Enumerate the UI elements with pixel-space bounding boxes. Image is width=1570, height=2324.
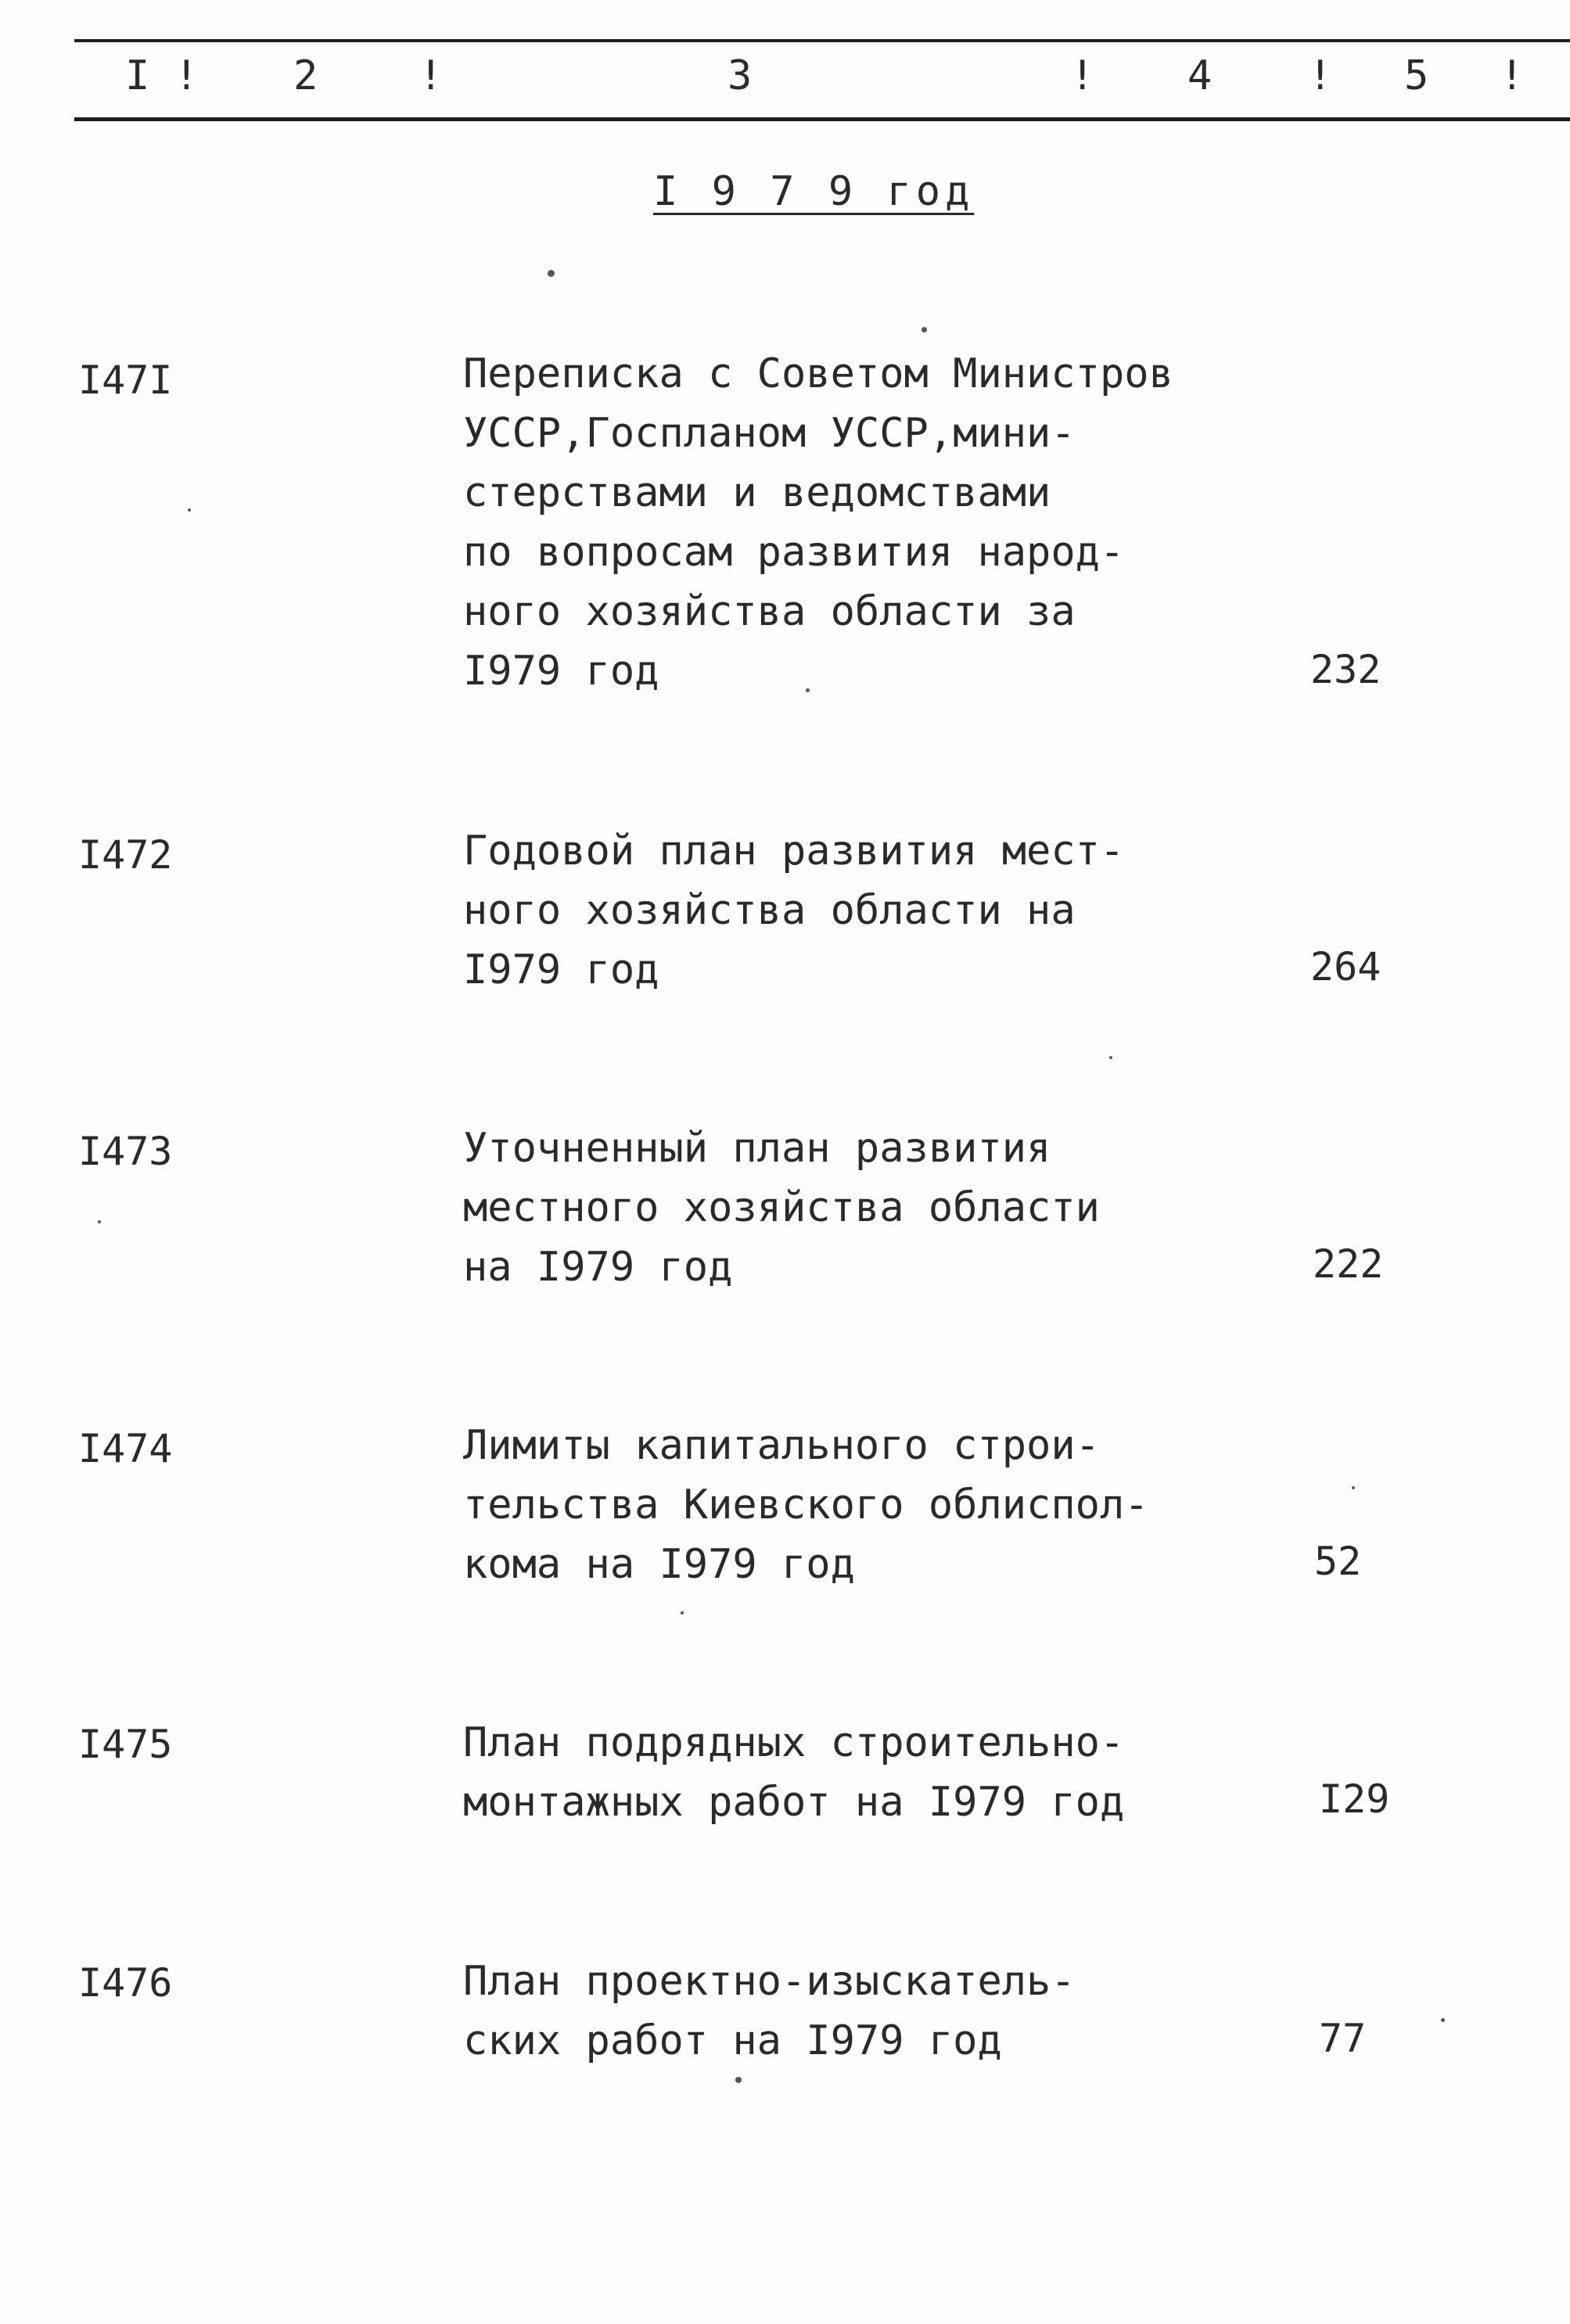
header-bottom-rule [74,117,1570,121]
scan-speck [1109,1056,1112,1059]
entry-title-line: монтажных работ на I979 год [463,1779,1125,1826]
entry-title [463,1713,1245,1832]
scan-speck [681,1611,684,1615]
header-col-1: I ! [125,52,199,99]
entry-title-line: местного хозяйства области [463,1184,1100,1231]
entry-title-line: тельства Киевского облиспол- [463,1482,1149,1528]
scan-speck [1352,1486,1355,1489]
entry-title-line: I979 год [463,946,659,993]
scan-speck [98,1220,101,1223]
entry-title-line: Уточненный план развития [463,1125,1051,1172]
entry-title-line: План проектно-изыскатель- [463,1958,1076,2005]
header-col-3: 3 [728,52,753,99]
entry-title-line: стерствами и ведомствами [463,469,1051,516]
header-separator: ! [419,52,444,99]
header-top-rule [74,39,1570,42]
section-year-title: I 9 7 9 год [653,168,975,215]
entry-sheet-count: 77 [1319,2016,1367,2061]
entry-title [463,344,1245,701]
entry-title-line: Лимиты капитального строи- [463,1422,1100,1469]
entry-sheet-count: 222 [1313,1241,1384,1287]
scan-speck [735,2077,742,2083]
header-separator: ! [1070,52,1095,99]
entry-number: I472 [78,832,173,878]
header-col-2: 2 [293,52,318,99]
entry-title [463,821,1245,1000]
entry-title-line: Переписка с Советом Министров [463,350,1173,397]
entry-number: I47I [78,357,173,403]
entry-title-line: ного хозяйства области за [463,588,1076,635]
entry-title-line: по вопросам развития народ- [463,529,1125,576]
scan-speck [548,270,555,277]
entry-number: I473 [78,1129,173,1174]
header-separator: ! [1308,52,1333,99]
entry-sheet-count: 52 [1314,1539,1362,1584]
entry-title-line: ного хозяйства области на [463,887,1076,934]
entry-sheet-count: I29 [1319,1776,1390,1822]
header-col-4: 4 [1187,52,1213,99]
header-col-5: 5 [1404,52,1429,99]
entry-title-line: План подрядных строительно- [463,1719,1125,1766]
entry-title-line: УССР,Госпланом УССР,мини- [463,410,1076,457]
entry-number: I474 [78,1426,173,1471]
entry-sheet-count: 232 [1310,647,1381,692]
entry-title-line: Годовой план развития мест- [463,828,1125,875]
entry-title-line: на I979 год [463,1244,733,1291]
scan-speck [188,508,191,512]
entry-title-line: ских работ на I979 год [463,2017,1002,2064]
entry-title [463,1952,1245,2071]
entry-sheet-count: 264 [1310,944,1381,990]
scan-speck [806,688,810,692]
scan-speck [922,327,927,332]
scan-speck [1441,2018,1445,2022]
entry-title-line: кома на I979 год [463,1541,855,1588]
entry-title-line: I979 год [463,648,659,695]
header-separator: ! [1500,52,1525,99]
entry-title [463,1119,1245,1297]
entry-title [463,1416,1245,1594]
entry-number: I476 [78,1960,173,2006]
entry-number: I475 [78,1722,173,1767]
